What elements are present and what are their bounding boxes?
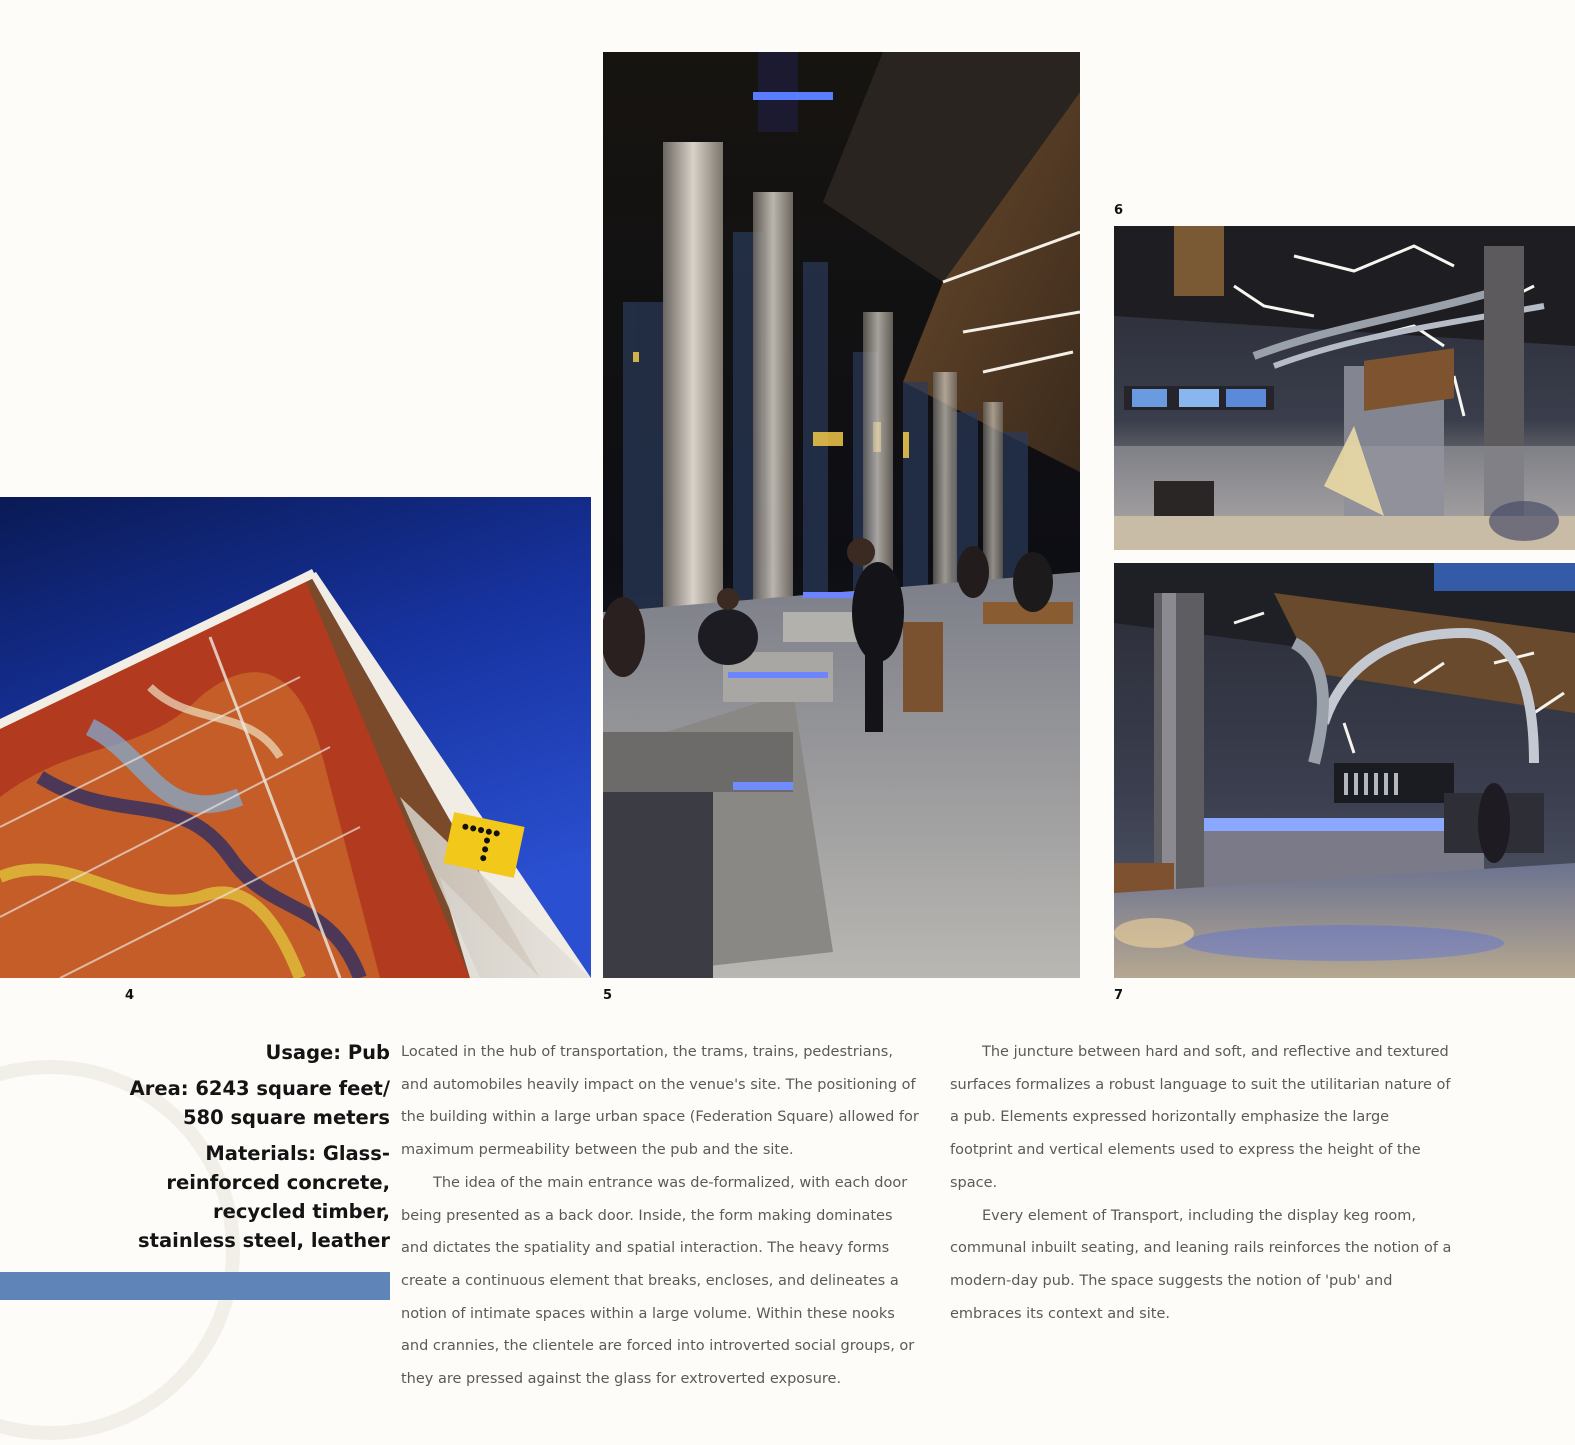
- figure-number-5: 5: [603, 988, 613, 1003]
- spec-area-line2: 580 square meters: [182, 1106, 390, 1129]
- body-column-right: [950, 1036, 1455, 1330]
- body-paragraph-2: The idea of the main entrance was de-formalized, with each door being presented as a back door. Inside, the form making dominates and dictates the spatiality and spatial interaction. The heavy forms create a continuous element that breaks, encloses, and delineates a notion of intimate spaces within a large volume. Within these nooks and crannies, the clientele are forced into introverted social groups, or they are pressed against the glass for extroverted exposure.: [401, 1174, 915, 1388]
- body-paragraph-1: Located in the hub of transportation, the trams, trains, pedestrians, and automobiles heavily impact on the venue's site. The positioning of the building within a large urban space (Federation Square) allowed for maximum permeability between the pub and the site.: [401, 1044, 919, 1159]
- photo-interior-window-seating: [603, 52, 1080, 978]
- figure-number-4: 4: [125, 988, 135, 1003]
- figure-number-6: 6: [1114, 203, 1124, 218]
- spec-materials: [0, 1139, 390, 1255]
- spec-materials-line3: recycled timber,: [213, 1200, 390, 1223]
- body-paragraph-3: The juncture between hard and soft, and reflective and textured surfaces formalizes a robust language to suit the utilitarian nature of a pub. Elements expressed horizontally emphasize the large footprint and vertical elements used to express the height of the space.: [950, 1044, 1451, 1191]
- photo-exterior-facade: [0, 497, 591, 978]
- spec-usage: Usage: Pub: [265, 1041, 390, 1064]
- body-column-left: [401, 1036, 921, 1396]
- spec-area: [0, 1074, 390, 1132]
- spec-materials-line4: stainless steel, leather: [138, 1229, 390, 1252]
- project-specs: [0, 1038, 390, 1262]
- accent-bar: [0, 1272, 390, 1300]
- figure-number-7: 7: [1114, 988, 1124, 1003]
- photo-interior-bar: [1114, 563, 1575, 978]
- spec-materials-line1: Materials: Glass-: [205, 1142, 390, 1165]
- body-paragraph-4: Every element of Transport, including the display keg room, communal inbuilt seating, and leaning rails reinforces the notion of a modern-day pub. The space suggests the notion of 'pub' and embraces its context and site.: [950, 1207, 1452, 1322]
- spec-materials-line2: reinforced concrete,: [166, 1171, 390, 1194]
- photo-interior-ceiling-lights: [1114, 226, 1575, 550]
- spec-area-line1: Area: 6243 square feet/: [129, 1077, 390, 1100]
